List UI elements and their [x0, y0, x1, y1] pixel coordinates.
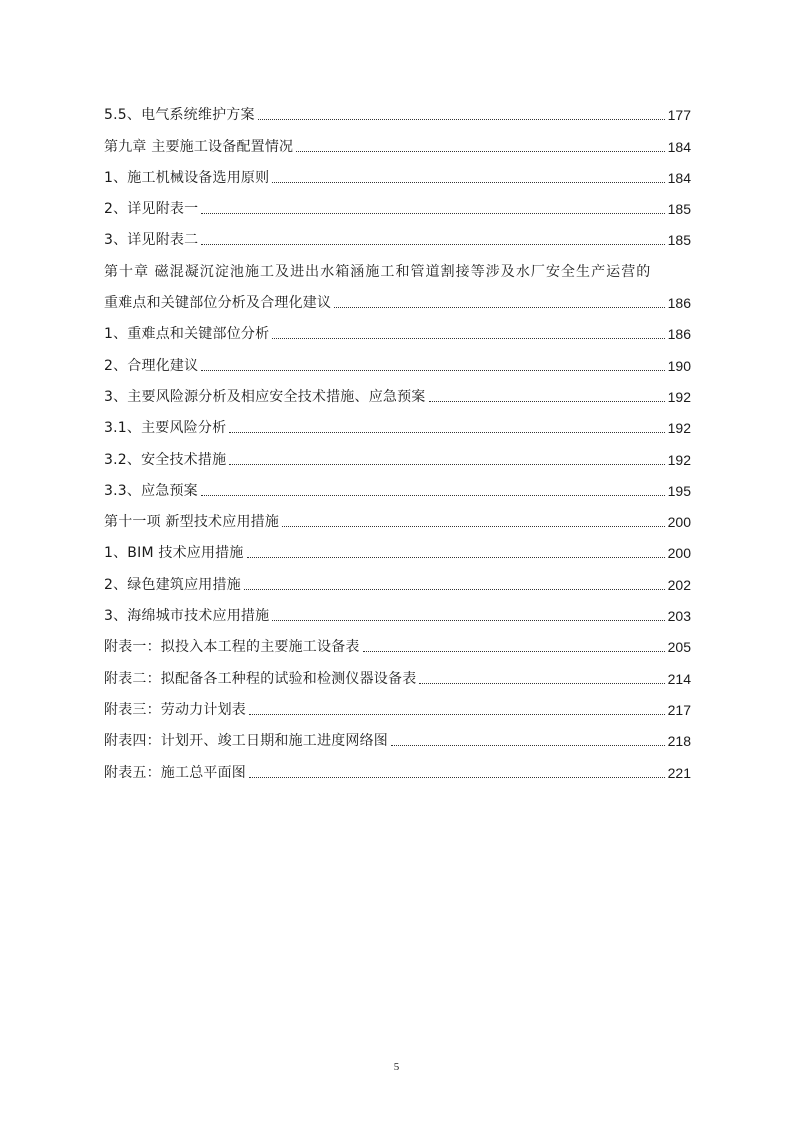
toc-entry-title: 附表一：拟投入本工程的主要施工设备表	[104, 639, 360, 656]
dot-leader	[296, 151, 664, 152]
toc-entry-10-3-2[interactable]	[104, 438, 691, 469]
toc-entry-title: 附表二：拟配备各工种程的试验和检测仪器设备表	[104, 670, 417, 687]
toc-entry-11-3[interactable]	[104, 595, 691, 626]
toc-entry-title: 5.5、电气系统维护方案	[104, 107, 255, 124]
toc-entry-title: 3.3、应急预案	[104, 482, 198, 499]
toc-entry-title: 2、绿色建筑应用措施	[104, 576, 241, 593]
dot-leader	[272, 620, 664, 621]
toc-entry-page: 185	[667, 201, 691, 218]
toc-entry-9-2[interactable]	[104, 188, 691, 219]
toc-entry-page: 186	[667, 326, 691, 343]
toc-entry-appendix-5[interactable]	[104, 751, 691, 782]
toc-entry-page: 177	[667, 107, 691, 124]
dot-leader	[201, 213, 664, 214]
toc-entry-title: 1、施工机械设备选用原则	[104, 169, 270, 186]
toc-entry-page: 200	[667, 514, 691, 531]
toc-entry-title: 3、详见附表二	[104, 232, 199, 249]
toc-entry-item-11[interactable]	[104, 501, 691, 532]
toc-entry-page: 200	[667, 545, 691, 562]
toc-entry-page: 186	[667, 295, 691, 312]
dot-leader	[258, 119, 665, 120]
toc-entry-page: 214	[667, 670, 691, 687]
dot-leader	[391, 745, 665, 746]
toc-entry-9-1[interactable]	[104, 157, 691, 188]
toc-entry-title: 2、合理化建议	[104, 357, 199, 374]
toc-entry-page: 190	[667, 357, 691, 374]
table-of-contents	[104, 94, 691, 783]
dot-leader	[272, 338, 664, 339]
toc-entry-title: 2、详见附表一	[104, 201, 199, 218]
toc-entry-page: 221	[667, 764, 691, 781]
toc-entry-appendix-1[interactable]	[104, 626, 691, 657]
toc-entry-10-3[interactable]	[104, 376, 691, 407]
dot-leader	[334, 307, 664, 308]
dot-leader	[201, 244, 664, 245]
page-number: 5	[393, 1061, 400, 1073]
toc-entry-page: 184	[667, 169, 691, 186]
toc-entry-page: 205	[667, 639, 691, 656]
toc-entry-page: 184	[667, 138, 691, 155]
toc-entry-title: 1、重难点和关键部位分析	[104, 326, 270, 343]
toc-entry-title: 重难点和关键部位分析及合理化建议	[104, 295, 332, 312]
toc-entry-title: 3、海绵城市技术应用措施	[104, 608, 270, 625]
toc-entry-page: 192	[667, 451, 691, 468]
toc-entry-page: 195	[667, 482, 691, 499]
toc-entry-chapter-10-line-1[interactable]	[104, 250, 691, 281]
toc-entry-page: 192	[667, 388, 691, 405]
toc-entry-chapter-9[interactable]	[104, 125, 691, 156]
toc-entry-5-5[interactable]	[104, 94, 691, 125]
dot-leader	[201, 370, 664, 371]
toc-entry-title: 附表四：计划开、竣工日期和施工进度网络图	[104, 733, 388, 750]
toc-entry-title: 附表三：劳动力计划表	[104, 701, 246, 718]
toc-entry-10-3-3[interactable]	[104, 470, 691, 501]
dot-leader	[249, 777, 665, 778]
toc-entry-title: 附表五：施工总平面图	[104, 764, 246, 781]
toc-entry-10-3-1[interactable]	[104, 407, 691, 438]
toc-entry-10-2[interactable]	[104, 344, 691, 375]
dot-leader	[244, 589, 665, 590]
toc-entry-title: 第十一项 新型技术应用措施	[104, 514, 280, 531]
toc-entry-title: 3.2、安全技术措施	[104, 451, 227, 468]
toc-entry-title: 3.1、主要风险分析	[104, 420, 227, 437]
toc-entry-11-2[interactable]	[104, 563, 691, 594]
toc-entry-appendix-4[interactable]	[104, 720, 691, 751]
toc-entry-title: 3、主要风险源分析及相应安全技术措施、应急预案	[104, 388, 426, 405]
toc-entry-page: 202	[667, 576, 691, 593]
toc-entry-page: 203	[667, 608, 691, 625]
dot-leader	[247, 557, 665, 558]
toc-entry-10-1[interactable]	[104, 313, 691, 344]
toc-entry-page: 217	[667, 701, 691, 718]
toc-entry-page: 192	[667, 420, 691, 437]
toc-entry-title: 第九章 主要施工设备配置情况	[104, 138, 294, 155]
dot-leader	[272, 182, 664, 183]
toc-entry-page: 185	[667, 232, 691, 249]
toc-entry-appendix-2[interactable]	[104, 657, 691, 688]
toc-entry-11-1[interactable]	[104, 532, 691, 563]
dot-leader	[249, 714, 665, 715]
dot-leader	[282, 526, 665, 527]
toc-entry-chapter-10-line-2[interactable]	[104, 282, 691, 313]
toc-entry-page: 218	[667, 733, 691, 750]
dot-leader	[229, 432, 664, 433]
dot-leader	[419, 683, 664, 684]
toc-entry-9-3[interactable]	[104, 219, 691, 250]
toc-entry-appendix-3[interactable]	[104, 689, 691, 720]
dot-leader	[363, 651, 665, 652]
dot-leader	[201, 495, 665, 496]
toc-entry-title: 1、BIM 技术应用措施	[104, 545, 244, 562]
dot-leader	[429, 401, 665, 402]
toc-entry-title: 第十章 磁混凝沉淀池施工及进出水箱涵施工和管道割接等涉及水厂安全生产运营的	[104, 263, 652, 280]
dot-leader	[229, 464, 664, 465]
